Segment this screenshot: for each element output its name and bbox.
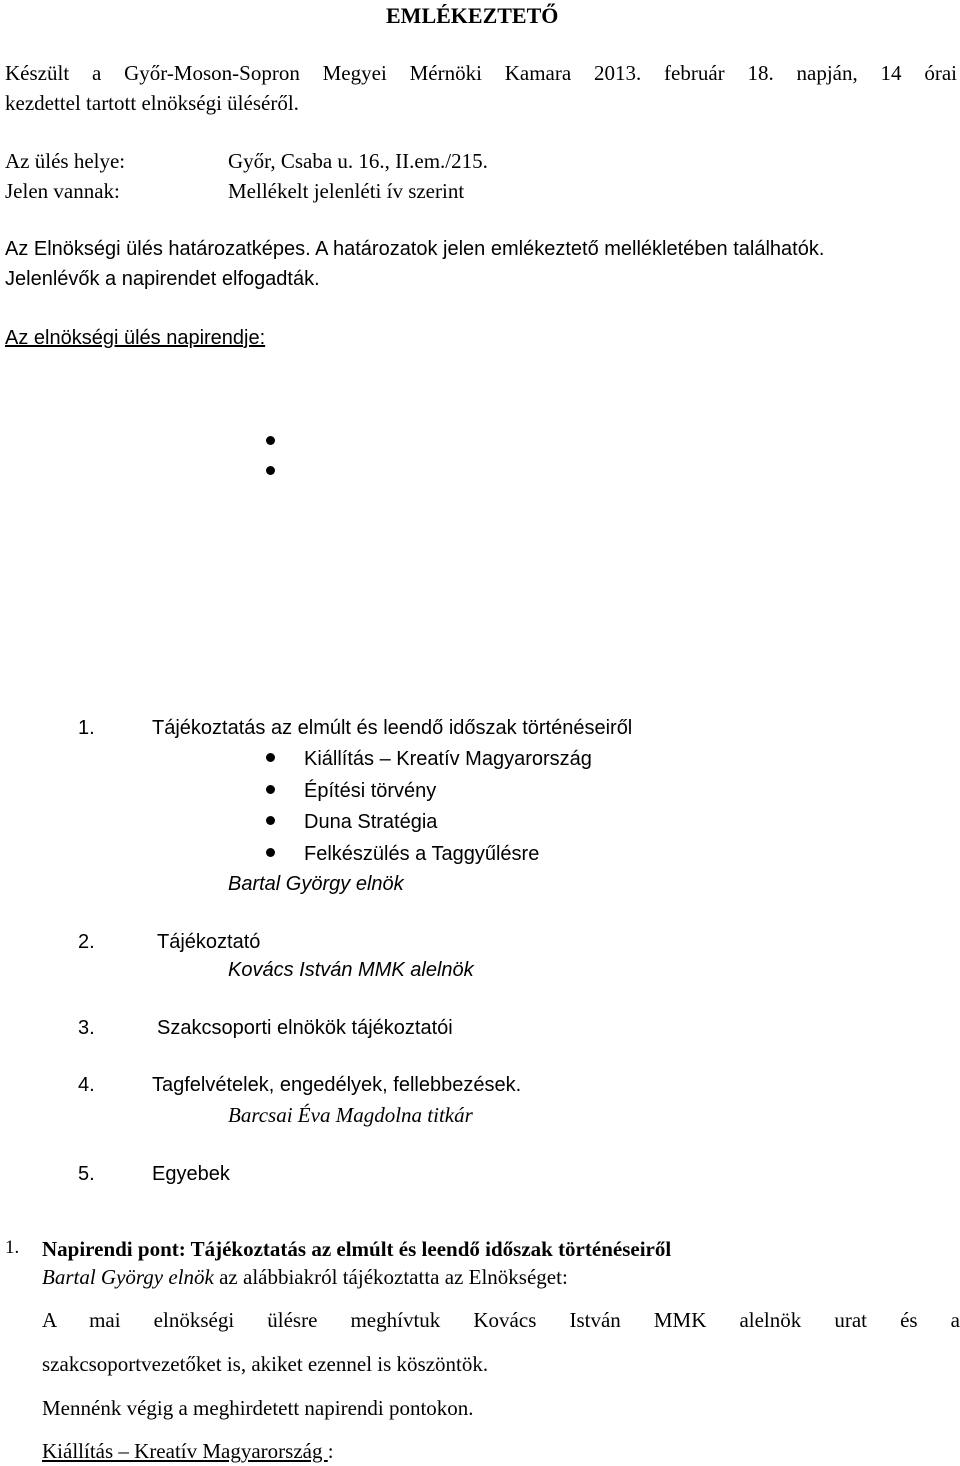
agenda-item-text: Egyebek xyxy=(152,1163,230,1185)
intro-line-2: kezdettel tartott elnökségi üléséről. xyxy=(5,91,299,115)
agenda-item-number: 3. xyxy=(78,1017,95,1039)
agenda-subitem: Kiállítás – Kreatív Magyarország xyxy=(304,748,592,770)
place-label: Az ülés helye: xyxy=(5,149,126,173)
empty-bullet-icon xyxy=(266,436,275,445)
section-paragraph-2: Mennénk végig a meghirdetett napirendi pontokon. xyxy=(42,1396,474,1420)
agenda-item-number: 2. xyxy=(78,931,95,953)
agenda-item-text: Tájékoztató xyxy=(157,931,261,953)
agenda-presenter: Bartal György elnök xyxy=(228,873,404,895)
quorum-line-2: Jelenlévők a napirendet elfogadták. xyxy=(5,268,320,290)
agenda-item-text: Szakcsoporti elnökök tájékoztatói xyxy=(157,1017,453,1039)
agenda-item-number: 5. xyxy=(78,1163,95,1185)
section-subheading: Kiállítás – Kreatív Magyarország xyxy=(42,1439,328,1463)
empty-bullet-icon xyxy=(266,466,275,475)
present-label: Jelen vannak: xyxy=(5,179,120,203)
bullet-icon xyxy=(266,816,275,825)
section-presenter: Bartal György elnök xyxy=(42,1265,214,1289)
section-subheading-line xyxy=(42,1438,334,1464)
section-number: 1. xyxy=(5,1237,20,1258)
agenda-item-number: 4. xyxy=(78,1074,95,1096)
bullet-icon xyxy=(266,753,275,762)
document-title: EMLÉKEZTETŐ xyxy=(386,3,559,28)
agenda-item-text: Tájékoztatás az elmúlt és leendő időszak történéseiről xyxy=(152,717,633,739)
place-value: Győr, Csaba u. 16., II.em./215. xyxy=(228,149,488,173)
bullet-icon xyxy=(266,785,275,794)
section-heading: Napirendi pont: Tájékoztatás az elmúlt és leendő időszak történéseiről xyxy=(42,1237,672,1261)
quorum-line-1: Az Elnökségi ülés határozatképes. A határozatok jelen emlékeztető mellékletében találhatók. xyxy=(5,238,825,260)
agenda-subitem: Duna Stratégia xyxy=(304,811,438,833)
agenda-item-number: 1. xyxy=(78,717,95,739)
section-paragraph-1-line-2: szakcsoportvezetőket is, akiket ezennel is köszöntök. xyxy=(42,1352,489,1376)
agenda-subitem: Felkészülés a Taggyűlésre xyxy=(304,843,540,865)
agenda-subitem: Építési törvény xyxy=(304,780,437,802)
section-presenter-rest: az alábbiakról tájékoztatta az Elnökséget: xyxy=(213,1265,568,1289)
agenda-heading: Az elnökségi ülés napirendje: xyxy=(5,327,266,349)
present-value: Mellékelt jelenléti ív szerint xyxy=(228,179,465,203)
agenda-presenter: Barcsai Éva Magdolna titkár xyxy=(228,1103,473,1127)
section-presenter-line xyxy=(42,1264,568,1290)
agenda-presenter: Kovács István MMK alelnök xyxy=(228,959,474,981)
bullet-icon xyxy=(266,848,275,857)
agenda-item-text: Tagfelvételek, engedélyek, fellebbezések. xyxy=(152,1074,522,1096)
intro-line-1: Készült a Győr-Moson-Sopron Megyei Mérnöki Kamara 2013. február 18. napján, 14 órai xyxy=(5,61,957,85)
section-subheading-colon: : xyxy=(327,1439,334,1463)
section-paragraph-1-line-1: A mai elnökségi ülésre meghívtuk Kovács István MMK alelnök urat és a xyxy=(42,1308,960,1332)
